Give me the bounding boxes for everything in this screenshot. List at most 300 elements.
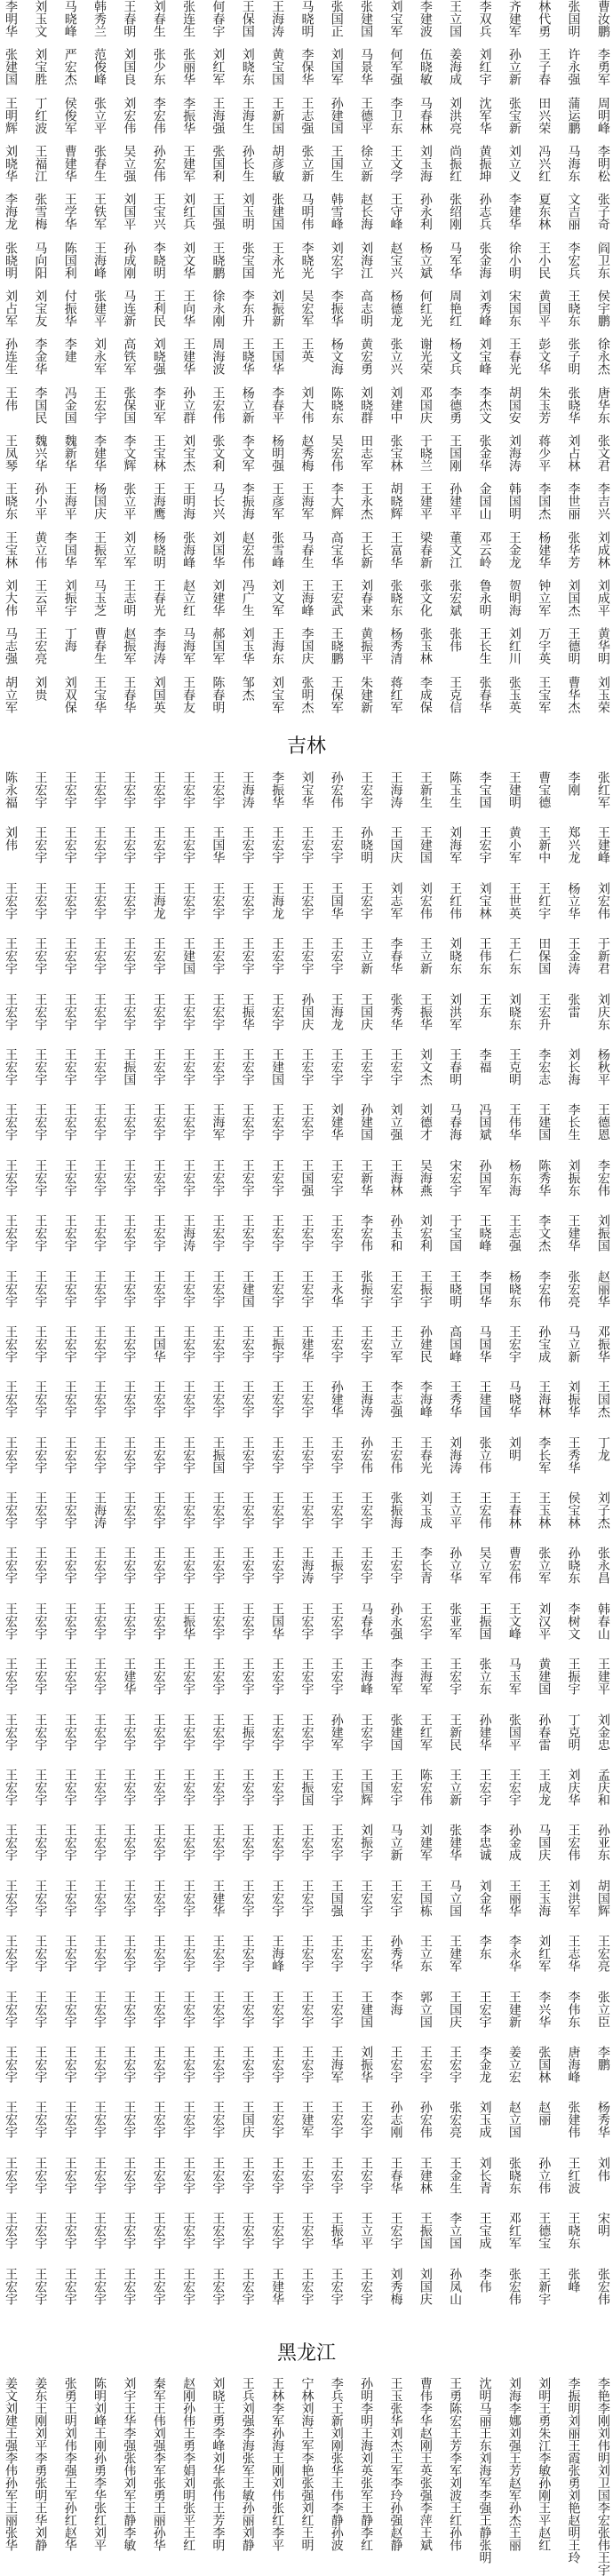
person-name: 黄小军	[506, 826, 521, 864]
person-name: 王宏宇	[299, 1380, 314, 1419]
person-name: 王宏宇	[181, 2101, 196, 2139]
person-name: 刘伟	[595, 2156, 610, 2182]
person-name: 刘宏伟	[595, 881, 610, 919]
person-name: 孙海	[270, 2427, 285, 2452]
person-name: 王宏宇	[211, 1158, 226, 1197]
person-name: 张宏斌	[448, 578, 463, 616]
person-name: 张华	[4, 2526, 18, 2551]
person-name: 王金生	[448, 2156, 463, 2194]
person-name: 王宝成	[477, 2212, 492, 2250]
person-name: 王宏宇	[299, 1879, 314, 1917]
person-name: 马立新	[566, 1324, 581, 1363]
person-name: 丁龙	[595, 1435, 610, 1461]
person-name: 刘立义	[506, 144, 521, 182]
person-name: 王宏宇	[33, 1546, 48, 1585]
person-name: 王海生	[240, 96, 255, 134]
person-name: 王凤琴	[4, 433, 18, 472]
person-name: 王春光	[418, 1435, 433, 1474]
person-name: 李华	[92, 2477, 107, 2501]
person-name: 王晓东	[4, 482, 18, 521]
person-name: 李兴华	[537, 1990, 552, 2028]
person-name: 王宏宇	[122, 1824, 137, 1862]
person-name: 李兵	[329, 2377, 344, 2402]
person-name: 王静	[477, 2514, 492, 2539]
person-name: 严宏杰	[62, 48, 77, 86]
person-name: 李玲	[388, 2477, 403, 2501]
person-name: 王宏宇	[211, 1047, 226, 1085]
person-name: 王宏宇	[240, 1435, 255, 1474]
person-name: 刘宝华	[299, 771, 314, 808]
person-name: 王宏宇	[211, 2267, 226, 2305]
person-name: 孙成刚	[122, 241, 137, 279]
person-name: 王宏宇	[211, 937, 226, 975]
person-name: 刘平	[33, 2427, 48, 2452]
person-name: 刘长海	[566, 1047, 581, 1085]
person-name: 马海东	[566, 144, 581, 182]
person-name: 王东	[477, 992, 492, 1018]
person-name: 王东	[477, 2427, 492, 2452]
name-column	[181, 771, 195, 2332]
person-name: 刘双保	[62, 675, 77, 713]
person-name: 王宏宇	[62, 2156, 77, 2194]
person-name: 王宏宇	[151, 826, 166, 864]
person-name: 王国辉	[359, 1769, 374, 1807]
person-name: 孙杰	[506, 2501, 521, 2526]
person-name: 刘占林	[566, 433, 581, 472]
name-column	[4, 771, 17, 2332]
person-name: 王宏宇	[122, 2212, 137, 2250]
person-name: 王宏宇	[388, 2212, 403, 2250]
person-name: 王建国	[240, 1269, 255, 1308]
person-name: 王宏宇	[181, 1047, 196, 1085]
person-name: 王兵	[240, 2377, 255, 2402]
person-name: 黄振坤	[477, 144, 492, 182]
person-name: 李敏	[537, 2452, 552, 2477]
name-columns	[4, 0, 609, 724]
person-name: 王玉	[388, 2377, 403, 2402]
person-name: 张春生	[92, 144, 107, 182]
person-name: 张子奇	[595, 193, 610, 231]
person-name: 张振宇	[359, 1269, 374, 1308]
person-name: 王宏宇	[92, 1047, 107, 1085]
person-name: 郝国军	[211, 627, 226, 665]
person-name: 王建华	[299, 1324, 314, 1363]
person-name: 王宏宇	[92, 1879, 107, 1917]
person-name: 王立军	[388, 1324, 403, 1363]
person-name: 李军	[448, 2452, 463, 2477]
person-name: 王立东	[418, 1935, 433, 1973]
person-name: 杨立新	[240, 386, 255, 424]
person-name: 刘强	[240, 2402, 255, 2427]
person-name: 王宏宇	[92, 771, 107, 808]
person-name: 杨立华	[566, 881, 581, 919]
person-name: 王宏宇	[240, 2212, 255, 2250]
person-name: 刘建中	[388, 386, 403, 424]
person-name: 王铁军	[92, 193, 107, 231]
person-name: 刘伟	[62, 2427, 77, 2452]
name-column	[4, 2377, 18, 2551]
person-name: 王宏宇	[211, 1769, 226, 1807]
person-name: 李建波	[418, 0, 433, 37]
person-name: 王海	[359, 2427, 374, 2452]
person-name: 孙永利	[418, 193, 433, 231]
person-name: 王振宇	[418, 1269, 433, 1308]
name-column	[63, 0, 76, 724]
person-name: 曹汝鹏	[595, 0, 610, 37]
person-name: 王宏宇	[62, 1491, 77, 1530]
person-name: 高铁军	[122, 338, 137, 376]
person-name: 王宏宇	[151, 1824, 166, 1862]
person-name: 王宏宇	[122, 1769, 137, 1807]
person-name: 张立军	[537, 1546, 552, 1585]
name-column	[567, 771, 580, 2332]
person-name: 谢光荣	[418, 338, 433, 376]
person-name: 王宏宇	[151, 992, 166, 1030]
person-name: 李德勇	[448, 386, 463, 424]
name-column	[359, 771, 372, 2332]
person-name: 李金龙	[477, 2045, 492, 2083]
person-name: 王秀华	[566, 1435, 581, 1474]
person-name: 朱玉芳	[537, 386, 552, 424]
person-name: 李建华	[506, 193, 521, 231]
person-name: 王宏宇	[122, 826, 137, 864]
person-name: 王宏宇	[4, 1990, 18, 2028]
person-name: 刘宏伟	[418, 881, 433, 919]
person-name: 张军	[359, 2477, 374, 2501]
person-name: 王宏宇	[359, 881, 374, 919]
person-name: 鲁永明	[477, 578, 492, 616]
person-name: 王宏宇	[270, 1990, 285, 2028]
person-name: 王宏宇	[33, 1713, 48, 1751]
person-name: 马晓明	[299, 0, 314, 37]
person-name: 王宏宇	[33, 1380, 48, 1419]
person-name: 王海军	[211, 1103, 226, 1141]
person-name: 陈晓东	[329, 386, 344, 424]
person-name: 刘金忠	[595, 1713, 610, 1751]
person-name: 王斌	[418, 2526, 433, 2551]
person-name: 夏东林	[537, 193, 552, 231]
person-name: 张宝国	[240, 241, 255, 279]
person-name: 王志强	[506, 1214, 521, 1252]
person-name: 王宝林	[151, 433, 166, 472]
person-name: 王宏宇	[33, 992, 48, 1030]
person-name: 王海龙	[270, 881, 285, 919]
person-name: 刘占军	[4, 289, 18, 327]
person-name: 马晓峰	[62, 0, 77, 37]
person-name: 刘振新	[270, 289, 285, 327]
person-name: 梁春新	[418, 530, 433, 568]
person-name: 李勇	[33, 2452, 48, 2477]
person-name: 王富华	[388, 530, 403, 568]
person-name: 王宏宇	[329, 1602, 344, 1640]
person-name: 王宏宇	[329, 2156, 344, 2194]
person-name: 王宏宇	[448, 1658, 463, 1696]
person-name: 李双兵	[477, 0, 492, 37]
person-name: 蒲运鹏	[566, 96, 581, 134]
person-name: 王宏宇	[299, 826, 314, 864]
person-name: 孙明	[359, 2377, 374, 2402]
name-column	[330, 0, 343, 724]
person-name: 王宏宇	[240, 1824, 255, 1862]
person-name: 孙立华	[448, 1546, 463, 1585]
person-name: 孙国军	[477, 1158, 492, 1197]
person-name: 刘杰	[388, 2427, 403, 2452]
person-name: 王宏宇	[62, 1435, 77, 1474]
person-name: 李海峰	[418, 1380, 433, 1419]
person-name: 孙刚	[537, 2477, 552, 2501]
person-name: 王宏宇	[388, 1269, 403, 1308]
person-name: 王宏宇	[181, 1713, 196, 1751]
person-name: 姜立宏	[506, 2045, 521, 2083]
person-name: 刘国杰	[566, 578, 581, 616]
person-name: 王金龙	[506, 530, 521, 568]
name-column	[418, 0, 432, 724]
person-name: 周明峰	[595, 96, 610, 134]
person-name: 王宏宇	[122, 937, 137, 975]
person-name: 王宏宇	[240, 2156, 255, 2194]
person-name: 陈秀华	[537, 1158, 552, 1197]
person-name: 王新民	[448, 1713, 463, 1751]
person-name: 王宏宇	[33, 1824, 48, 1862]
person-name: 王宏宇	[33, 1324, 48, 1363]
person-name: 赵刚	[181, 2377, 196, 2402]
person-name: 李强	[62, 2452, 77, 2477]
person-name: 王海林	[537, 1380, 552, 1419]
person-name: 张丽华	[181, 48, 196, 86]
person-name: 王文峰	[506, 1602, 521, 1640]
name-list-heilongjiang	[4, 2377, 610, 2576]
person-name: 王春光	[151, 578, 166, 616]
name-column	[63, 771, 76, 2332]
name-column	[299, 2377, 314, 2551]
person-name: 王建军	[181, 144, 196, 182]
person-name: 朱江	[537, 2427, 552, 2452]
person-name: 王宏宇	[151, 1435, 166, 1474]
person-name: 刘玉成	[418, 1491, 433, 1530]
person-name: 王芳	[211, 2501, 226, 2526]
person-name: 张建伟	[566, 2101, 581, 2139]
person-name: 王新生	[418, 771, 433, 808]
person-name: 王宏宇	[270, 2156, 285, 2194]
person-name: 刘建军	[418, 1824, 433, 1862]
name-column	[181, 2377, 196, 2551]
person-name: 刘宝友	[33, 289, 48, 327]
person-name: 李金华	[33, 338, 48, 376]
person-name: 张雷	[566, 992, 581, 1018]
person-name: 徐永刚	[211, 289, 226, 327]
person-name: 王海军	[329, 2045, 344, 2083]
person-name: 高志明	[359, 289, 374, 327]
person-name: 王静	[359, 2501, 374, 2526]
person-name: 李娟	[181, 2452, 196, 2477]
person-name: 王军	[388, 2452, 403, 2477]
person-name: 王宏宇	[181, 1879, 196, 1917]
person-name: 张国正	[329, 0, 344, 37]
person-name: 王海军	[299, 482, 314, 521]
person-name: 王宏宇	[359, 1546, 374, 1585]
person-name: 王丽	[151, 2501, 166, 2526]
person-name: 李伟	[477, 2267, 492, 2293]
person-name: 王建军	[299, 2101, 314, 2139]
person-name: 刘强	[151, 2427, 166, 2452]
person-name: 邓国庆	[418, 386, 433, 424]
person-name: 张华芳	[566, 530, 581, 568]
person-name: 王宏宇	[62, 937, 77, 975]
person-name: 王宏宇	[388, 1546, 403, 1585]
person-name: 王宏宇	[448, 2045, 463, 2083]
person-name: 赵宝兴	[388, 241, 403, 279]
person-name: 陈国利	[62, 241, 77, 279]
person-name: 孙金成	[506, 1824, 521, 1862]
person-name: 孙宏伟	[329, 771, 344, 808]
person-name: 王明海	[181, 482, 196, 521]
name-column	[151, 2377, 166, 2551]
person-name: 王林	[270, 2377, 285, 2402]
person-name: 刘海涛	[448, 1435, 463, 1474]
person-name: 李永华	[506, 1935, 521, 1973]
person-name: 王海龙	[329, 992, 344, 1030]
person-name: 王宏宇	[33, 2156, 48, 2194]
person-name: 王宏宇	[4, 2101, 18, 2139]
name-columns	[4, 771, 609, 2332]
person-name: 王晓峰	[477, 1214, 492, 1252]
person-name: 刘永军	[92, 338, 107, 376]
person-name: 王丽	[4, 2501, 18, 2526]
person-name: 王宏宇	[122, 1214, 137, 1252]
person-name: 李文杰	[537, 1214, 552, 1252]
person-name: 王宏宇	[92, 1324, 107, 1363]
person-name: 李军	[270, 2402, 285, 2427]
person-name: 王海强	[211, 96, 226, 134]
person-name: 孙建华	[329, 1380, 344, 1419]
name-column	[211, 0, 224, 724]
person-name: 王宏宇	[181, 2045, 196, 2083]
person-name: 王建华	[181, 338, 196, 376]
person-name: 王宏宇	[299, 1824, 314, 1862]
person-name: 刘玉荣	[595, 675, 610, 713]
person-name: 王宏宇	[92, 386, 107, 424]
person-name: 曹建华	[62, 144, 77, 182]
person-name: 王宏宇	[181, 1158, 196, 1197]
person-name: 王德平	[359, 96, 374, 134]
person-name: 彭文华	[537, 338, 552, 376]
person-name: 李宏伟	[537, 1269, 552, 1308]
person-name: 王振华	[181, 1602, 196, 1640]
name-column	[92, 0, 106, 724]
person-name: 王宏宇	[270, 1546, 285, 1585]
person-name: 刘宝胜	[33, 48, 48, 86]
person-name: 李东升	[240, 289, 255, 327]
person-name: 刘志军	[388, 881, 403, 919]
person-name: 王建平	[418, 482, 433, 521]
person-name: 刘振宇	[62, 578, 77, 616]
person-name: 王学华	[62, 193, 77, 231]
person-name: 王宏宇	[151, 771, 166, 808]
person-name: 王红	[181, 2526, 196, 2551]
person-name: 王宏宇	[33, 2267, 48, 2305]
person-name: 王宏宇	[151, 1658, 166, 1696]
person-name: 贺明海	[506, 578, 521, 616]
person-name: 徐小明	[506, 241, 521, 279]
person-name: 王宏宇	[151, 1047, 166, 1085]
person-name: 孙连生	[4, 338, 18, 376]
person-name: 李卫东	[388, 96, 403, 134]
person-name: 王宏宇	[240, 1602, 255, 1640]
person-name: 王宏宇	[240, 1158, 255, 1197]
person-name: 王宏宇	[92, 881, 107, 919]
person-name: 张连生	[181, 0, 196, 37]
person-name: 李刚	[566, 771, 581, 796]
person-name: 李海军	[388, 1658, 403, 1696]
person-name: 万宇英	[537, 627, 552, 665]
person-name: 王金涛	[566, 937, 581, 975]
person-name: 王宏宇	[211, 1602, 226, 1640]
person-name: 田保国	[537, 937, 552, 975]
person-name: 王建国	[359, 1990, 374, 2028]
name-column	[62, 2377, 77, 2551]
person-name: 王宏宇	[211, 2156, 226, 2194]
person-name: 王福江	[33, 144, 48, 182]
person-name: 王宏宇	[211, 2045, 226, 2083]
person-name: 张建平	[92, 289, 107, 327]
person-name: 张文化	[418, 578, 433, 616]
person-name: 李树文	[566, 1602, 581, 1640]
person-name: 刘平	[92, 2526, 107, 2551]
person-name: 李杰文	[477, 386, 492, 424]
person-name: 王宏宇	[240, 2045, 255, 2083]
person-name: 王海涛	[270, 0, 285, 37]
person-name: 王军	[299, 2427, 314, 2452]
person-name: 王永杰	[359, 482, 374, 521]
person-name: 李宝国	[477, 771, 492, 808]
person-name: 马军华	[448, 241, 463, 279]
name-column	[33, 771, 46, 2332]
person-name: 王国庆	[388, 826, 403, 864]
person-name: 赵明	[566, 2514, 581, 2539]
person-name: 张振海	[388, 1491, 403, 1530]
person-name: 王振国	[299, 1769, 314, 1807]
person-name: 杨秀华	[595, 2101, 610, 2139]
person-name: 冯金国	[62, 386, 77, 424]
person-name: 王建华	[270, 2267, 285, 2305]
person-name: 王宏宇	[270, 2212, 285, 2250]
person-name: 杨建华	[537, 530, 552, 568]
person-name: 孙建国	[329, 96, 344, 134]
person-name: 吴宏军	[299, 289, 314, 327]
person-name: 王静	[122, 2501, 137, 2526]
person-name: 刘秀梅	[388, 2267, 403, 2305]
person-name: 刘大伟	[4, 578, 18, 616]
person-name: 徐永杰	[595, 338, 610, 376]
person-name: 王宏宇	[33, 1103, 48, 1141]
person-name: 王宏宇	[477, 1769, 492, 1807]
person-name: 王宏宇	[299, 937, 314, 975]
name-column	[241, 771, 254, 2332]
person-name: 刘宏伟	[122, 96, 137, 134]
person-name: 王宏宇	[151, 1269, 166, 1308]
person-name: 王宏宇	[122, 1380, 137, 1419]
person-name: 刘建华	[211, 578, 226, 616]
person-name: 王建华	[211, 1879, 226, 1917]
person-name: 吴立强	[122, 144, 137, 182]
person-name: 王宏宇	[92, 1713, 107, 1751]
name-column	[329, 2377, 344, 2551]
person-name: 赵红	[537, 2526, 552, 2551]
person-name: 王宏宇	[151, 1491, 166, 1530]
person-name: 王宏宇	[151, 1769, 166, 1807]
person-name: 刘春来	[359, 578, 374, 616]
person-name: 王明	[299, 2526, 314, 2551]
